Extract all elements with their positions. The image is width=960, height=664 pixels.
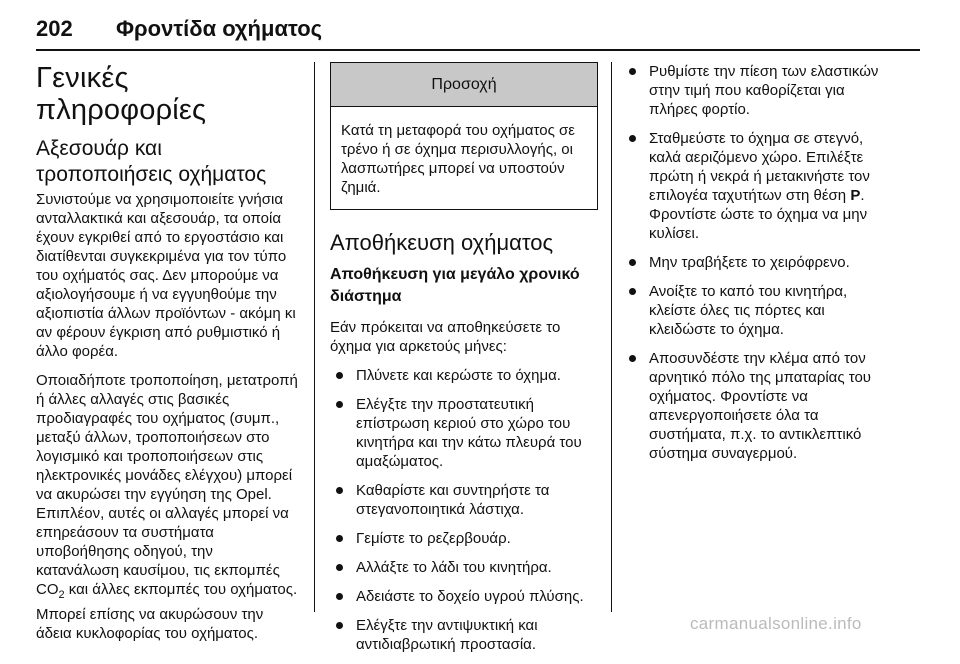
list-item <box>625 129 895 243</box>
storage-list <box>330 366 598 654</box>
list-item <box>625 62 895 119</box>
bullet-icon <box>629 68 636 75</box>
list-item <box>330 481 598 519</box>
column-1 <box>36 62 298 653</box>
list-item <box>625 253 895 272</box>
header-rule <box>36 49 920 51</box>
caution-text: Κατά τη μεταφορά του οχήματος σε τρένο ή σε όχημα περισυλλογής, οι λασπωτήρες μπορεί να υποστούν ζημιά. <box>341 122 575 196</box>
list-item-text: Γεμίστε το ρεζερβουάρ. <box>356 530 511 547</box>
bullet-icon <box>336 593 343 600</box>
list-item-text: Σταθμεύστε το όχημα σε στεγνό, καλά αεριζόμενο χώρο. Επιλέξτε πρώτη ή νεκρά ή μετακινήστε τον επιλογέα ταχυτήτων στη θέση <box>649 130 870 204</box>
subsection-title-long-term-storage: Αποθήκευση για μεγάλο χρονικό διάστημα <box>330 266 580 305</box>
list-item <box>330 587 598 606</box>
list-item-text: . Φροντίστε ώστε το όχημα να μην κυλίσει. <box>649 187 868 242</box>
list-item <box>330 366 598 385</box>
caution-box <box>330 62 598 210</box>
column-divider-2 <box>611 62 612 612</box>
list-item <box>330 616 598 654</box>
gear-position-p: P <box>850 187 861 204</box>
bullet-icon <box>336 401 343 408</box>
bullet-icon <box>629 135 636 142</box>
list-item-text: Αποσυνδέστε την κλέμα από τον αρνητικό πόλο της μπαταρίας του οχήματος. Φροντίστε να απενεργοποιήσετε όλα τα συστήματα, π.χ. το αντικλεπτικό σύστημα συναγερμού. <box>649 350 872 462</box>
storage-intro: Εάν πρόκειται να αποθηκεύσετε το όχημα για αρκετούς μήνες: <box>330 319 561 355</box>
section-title-storage: Αποθήκευση οχήματος <box>330 230 554 255</box>
list-item <box>330 395 598 471</box>
bullet-icon <box>336 372 343 379</box>
list-item-text: Μην τραβήξετε το χειρόφρενο. <box>649 254 850 271</box>
list-item-text: Ελέγξτε την προστατευτική επίστρωση κεριού στο χώρο του κινητήρα και την κάτω πλευρά του αμαξώματος. <box>356 396 582 470</box>
caution-title: Προσοχή <box>331 63 597 107</box>
bullet-icon <box>336 622 343 629</box>
accessories-paragraph-2 <box>36 371 298 643</box>
watermark: carmanualsonline.info <box>690 614 862 633</box>
bullet-icon <box>629 288 636 295</box>
list-item-text: Αλλάξτε το λάδι του κινητήρα. <box>356 559 552 576</box>
section-title-general: Γενικές πληροφορίες <box>36 62 207 126</box>
page-header <box>36 14 920 48</box>
bullet-icon <box>336 564 343 571</box>
list-item <box>625 349 895 463</box>
list-item-text: Πλύνετε και κερώστε το όχημα. <box>356 367 561 384</box>
list-item-text: Ανοίξτε το καπό του κινητήρα, κλείστε όλες τις πόρτες και κλειδώστε το όχημα. <box>649 283 848 338</box>
list-item <box>330 529 598 548</box>
paragraph-2-text-b: και άλλες εκπομπές του οχήματος. Μπορεί επίσης να ακυρώσουν την άδεια κυκλοφορίας του οχήματος. <box>36 581 298 642</box>
bullet-icon <box>629 355 636 362</box>
list-item-text: Ελέγξτε την αντιψυκτική και αντιδιαβρωτική προστασία. <box>356 617 538 653</box>
list-item <box>625 282 895 339</box>
co2-subscript: 2 <box>58 589 65 601</box>
bullet-icon <box>336 535 343 542</box>
list-item-text: Ρυθμίστε την πίεση των ελαστικών στην τιμή που καθορίζεται για πλήρες φορτίο. <box>649 63 879 118</box>
list-item-text: Καθαρίστε και συντηρήστε τα στεγανοποιητικά λάστιχα. <box>356 482 550 518</box>
subsection-title-accessories: Αξεσουάρ και τροποποιήσεις οχήματος <box>36 137 267 186</box>
bullet-icon <box>629 259 636 266</box>
list-item-text: Αδειάστε το δοχείο υγρού πλύσης. <box>356 588 584 605</box>
storage-list-continued <box>625 62 895 463</box>
page-number: 202 <box>36 16 73 41</box>
list-item <box>330 558 598 577</box>
accessories-paragraph-1: Συνιστούμε να χρησιμοποιείτε γνήσια ανταλλακτικά και αξεσουάρ, τα οποία έχουν εγκριθεί από το εργοστάσιο και διατίθενται συγκεκριμένα για τον τύπο του οχήματός σας. Δεν μπορούμε να αξιολογήσουμε ή να εγγυηθούμε την αξιοπιστία άλλων προϊόντων - ακόμη κι αν φέρουν έγκριση από ρυθμιστικό ή άλλο φορέα. <box>36 191 296 360</box>
column-divider-1 <box>314 62 315 612</box>
paragraph-2-text-a: Οποιαδήποτε τροποποίηση, μετατροπή ή άλλες αλλαγές στις βασικές προδιαγραφές του οχήματος (συμπ., μεταξύ άλλων, τροποποιήσεων στο λογισμικό και τροποποιήσεων στις ηλεκτρονικές μονάδες ελέγχου) μπορεί να ακυρώσει την εγγύηση της Opel. Επιπλέον, αυτές οι αλλαγές μπορεί να επηρεάσουν τα συστήματα υποβοήθησης οδηγού, την κατανάλωση καυσίμου, τις εκπομπές CO <box>36 372 298 598</box>
column-2 <box>330 62 598 664</box>
column-3 <box>625 62 895 473</box>
bullet-icon <box>336 487 343 494</box>
chapter-title: Φροντίδα οχήματος <box>116 16 323 41</box>
